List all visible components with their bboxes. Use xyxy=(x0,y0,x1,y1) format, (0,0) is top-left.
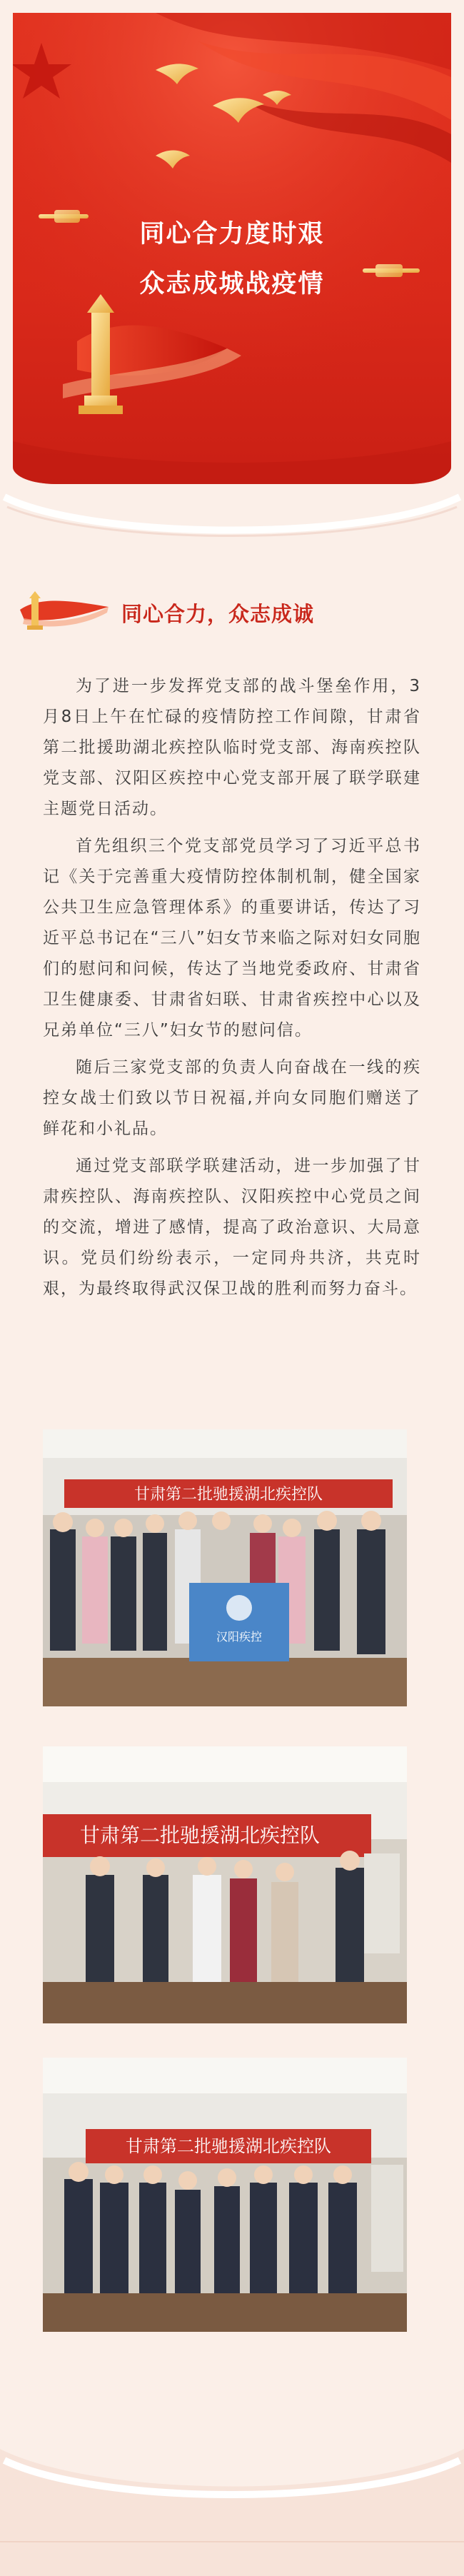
paragraph: 首先组织三个党支部党员学习了习近平总书记《关于完善重大疫情防控体制机制，健全国家公共卫生应急管理体系》的重要讲话，传达了习近平总书记在“三八”妇女节来临之际对妇女同胞们的慰问和问候，传达了当地党委政府、甘肃省卫生健康委、甘肃省妇联、甘肃省疾控中心以及兄弟单位“三八”妇女节的慰问信。 xyxy=(43,837,421,1040)
group-photo-3 xyxy=(43,2058,407,2332)
section-heading xyxy=(17,591,445,634)
paragraph: 随后三家党支部的负责人向奋战在一线的疾控女战士们致以节日祝福,并向女同胞们赠送了鲜花和小礼品。 xyxy=(43,1058,421,1138)
photo-banner-text: 甘肃第二批驰援湖北疾控队 xyxy=(133,1486,323,1504)
flag-text: 汉阳疾控 xyxy=(216,1630,263,1644)
group-photo-1 xyxy=(43,1429,407,1706)
photo-banner-text: 甘肃第二批驰援湖北疾控队 xyxy=(126,2136,331,2156)
banner-title-line-2: 众志成城战疫情 xyxy=(139,270,325,298)
group-photo-2 xyxy=(43,1746,407,2023)
section-title: 同心合力，众志成诚 xyxy=(121,602,315,626)
article-body xyxy=(43,671,421,1311)
paragraph: 通过党支部联学联建活动，进一步加强了甘肃疾控队、海南疾控队、汉阳疾控中心党员之间的交流，增进了感情，提高了政治意识、大局意识。党员们纷纷表示，一定同舟共济，共克时艰，为最终取得武汉保卫战的胜利而努力奋斗。 xyxy=(43,1157,421,1298)
header-banner xyxy=(13,13,451,484)
paper-curve-bottom xyxy=(0,2435,464,2576)
paper-curve-top xyxy=(0,457,464,543)
photo-banner-text: 甘肃第二批驰援湖北疾控队 xyxy=(79,1823,321,1847)
paragraph: 为了进一步发挥党支部的战斗堡垒作用，3月8日上午在忙碌的疫情防控工作间隙，甘肃省第二批援助湖北疾控队临时党支部、海南疾控队党支部、汉阳区疾控中心党支部开展了联学联建主题党日活动。 xyxy=(43,677,421,818)
team-flag xyxy=(189,1583,289,1661)
flag-emblem-icon xyxy=(17,591,113,631)
banner-title-line-1: 同心合力度时艰 xyxy=(139,220,325,248)
